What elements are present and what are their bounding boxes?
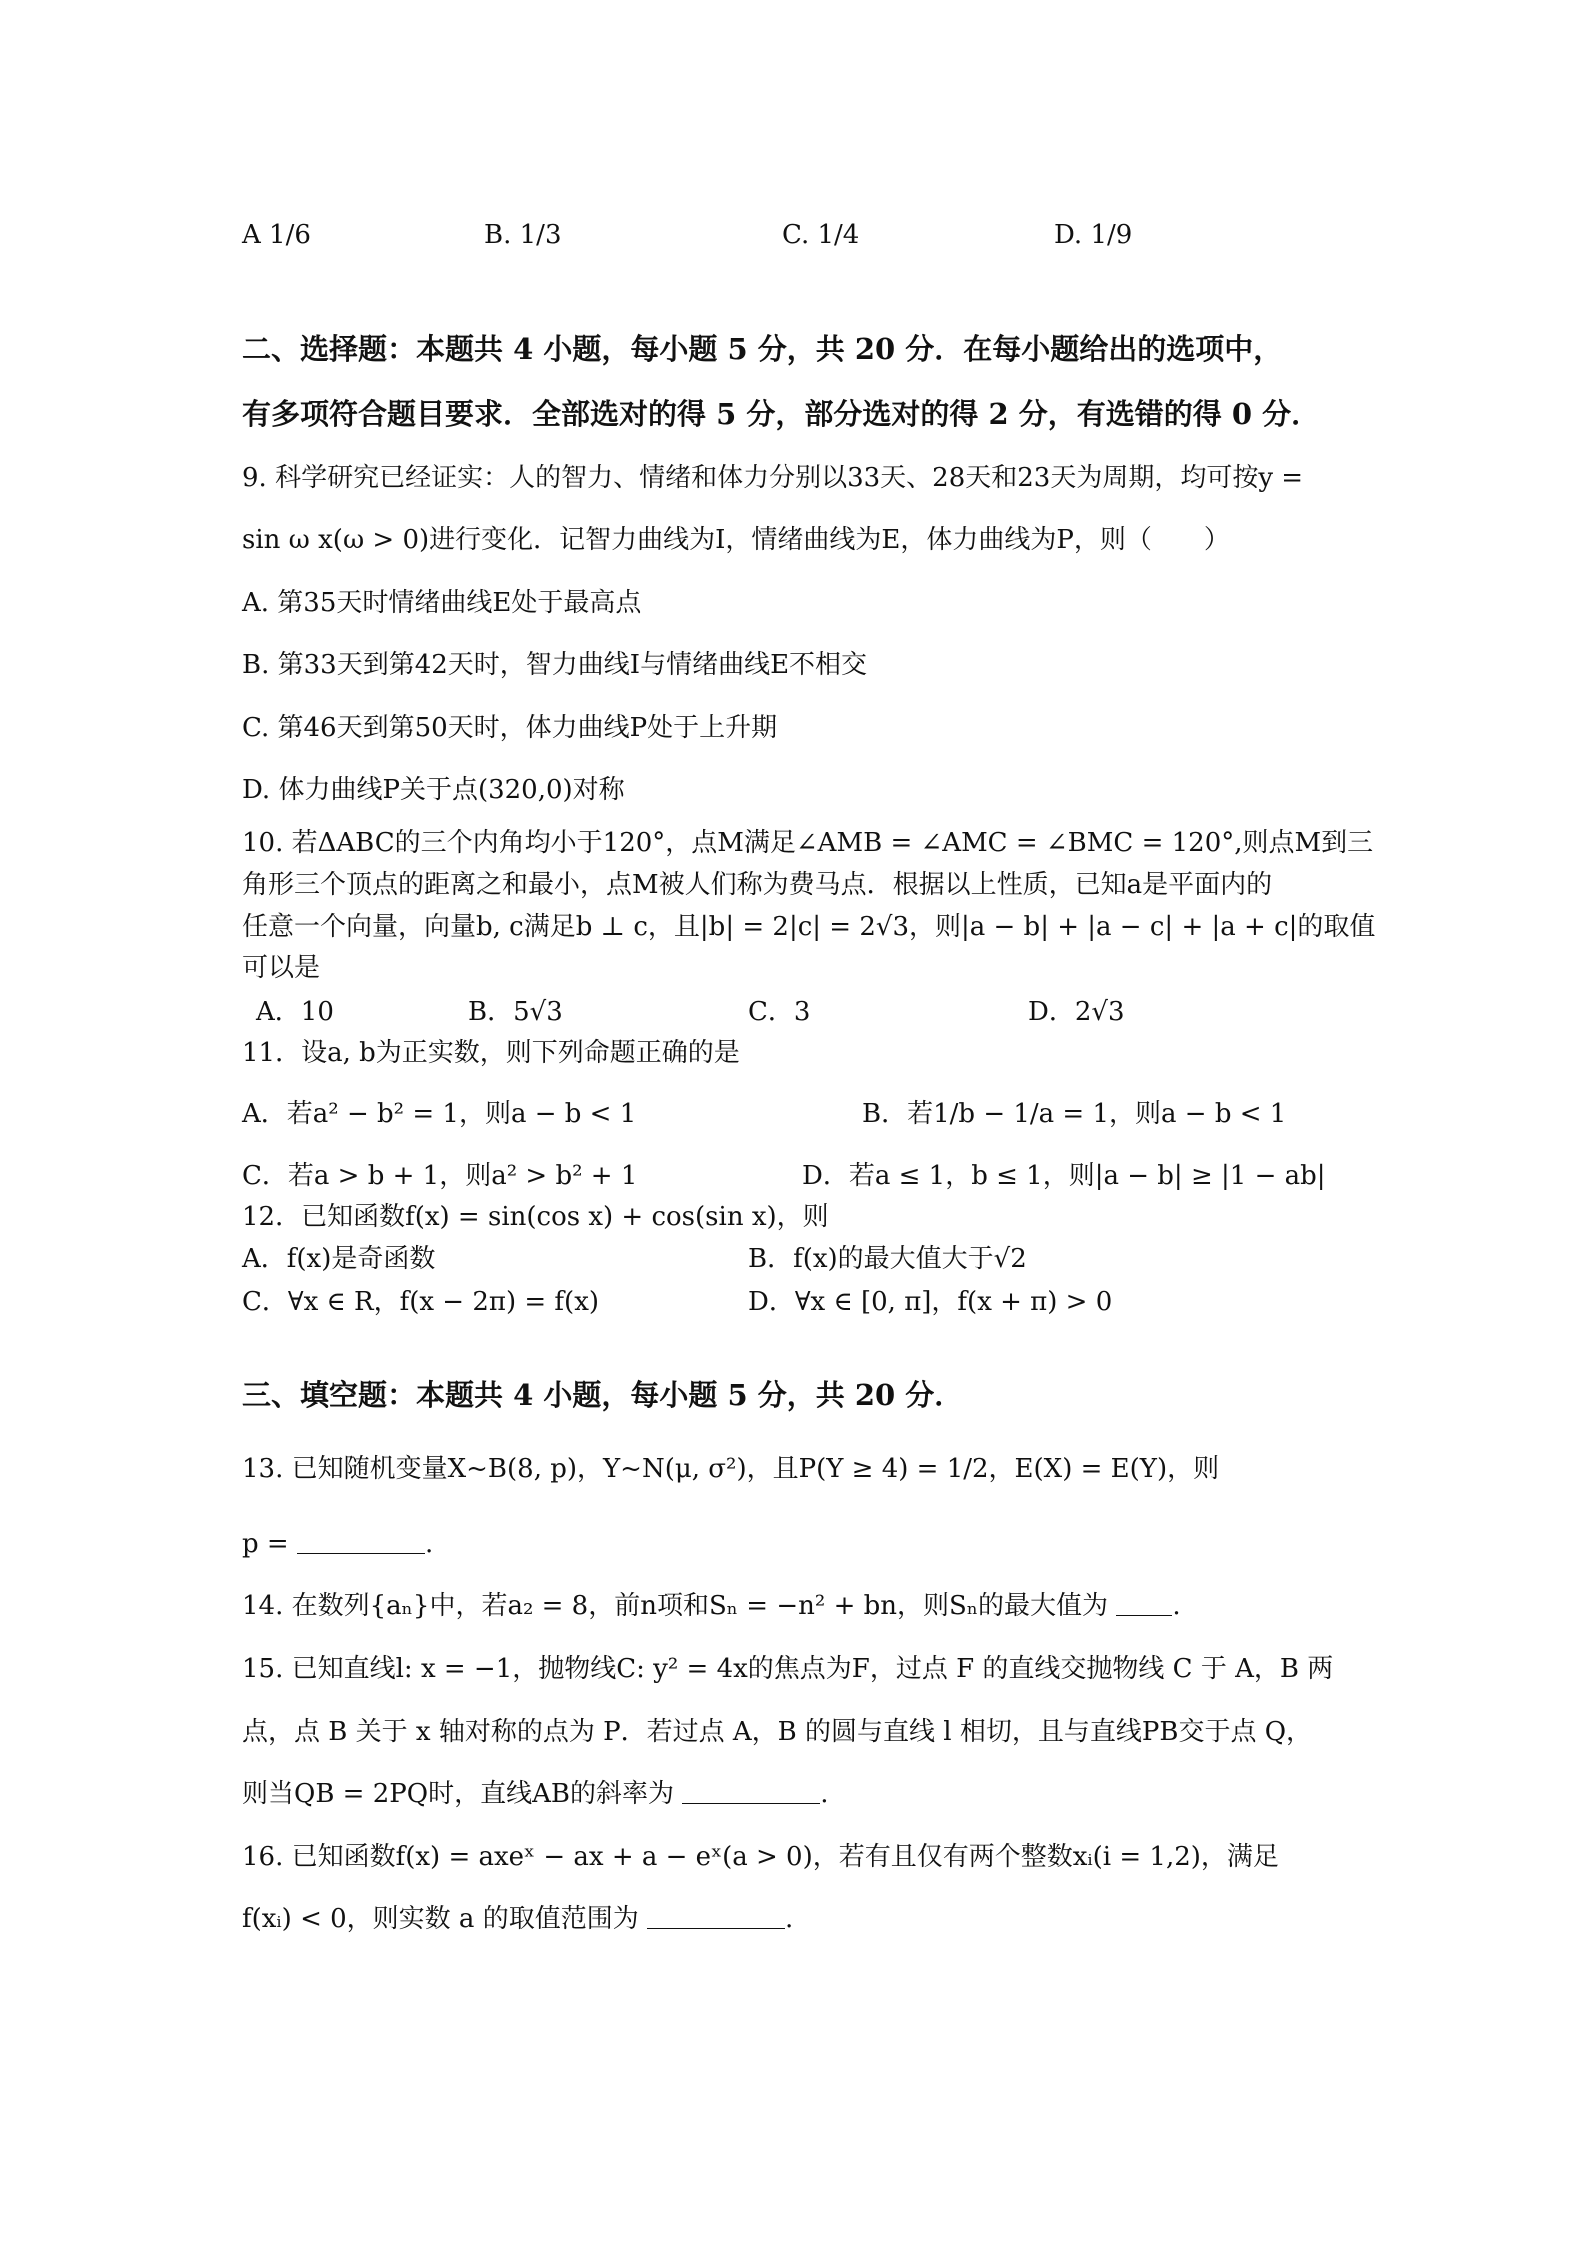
q13-stem-line1: 13. 已知随机变量X~B(8, p)，Y~N(μ, σ²)，且P(Y ≥ 4) = 1/2，E(X) = E(Y)，则 [242, 1454, 1220, 1484]
q10-option-d: D．2√3 [1028, 997, 1125, 1027]
q10-option-c: C．3 [748, 997, 811, 1027]
section2-heading-line1: 二、选择题：本题共 4 小题，每小题 5 分，共 20 分．在每小题给出的选项中， [242, 332, 1283, 366]
section2-heading-line2: 有多项符合题目要求．全部选对的得 5 分，部分选对的得 2 分，有选错的得 0 分． [242, 397, 1321, 431]
q15-stem-line3-wrap: 则当QB = 2PQ时，直线AB的斜率为 . [242, 1779, 829, 1809]
q15-stem-line1: 15. 已知直线l: x = −1，抛物线C: y² = 4x的焦点为F，过点 F 的直线交抛物线 C 于 A，B 两 [242, 1654, 1334, 1684]
q13-answer-line: p = . [242, 1529, 434, 1559]
q12-option-a: A．f(x)是奇函数 [242, 1244, 436, 1274]
q8-option-a: A 1/6 [242, 220, 311, 250]
q12-option-d: D．∀x ∈ [0, π]，f(x + π) > 0 [748, 1287, 1113, 1317]
q15-answer-blank[interactable] [682, 1777, 820, 1804]
q16-stem-line2-wrap: f(xᵢ) < 0，则实数 a 的取值范围为 . [242, 1904, 794, 1934]
q14-stem-line: 14. 在数列{aₙ}中，若a₂ = 8，前n项和Sₙ = −n² + bn，则Sₙ的最大值为 . [242, 1591, 1181, 1621]
q9-option-b: B. 第33天到第42天时，智力曲线I与情绪曲线E不相交 [242, 650, 868, 680]
q15-stem-line2: 点，点 B 关于 x 轴对称的点为 P．若过点 A，B 的圆与直线 l 相切，且与直线PB交于点 Q， [242, 1717, 1313, 1747]
q10-stem-line2: 角形三个顶点的距离之和最小，点M被人们称为费马点．根据以上性质，已知a是平面内的 [242, 870, 1273, 900]
q10-option-b: B．5√3 [468, 997, 563, 1027]
q16-stem-line2: f(xᵢ) < 0，则实数 a 的取值范围为 [242, 1904, 639, 1934]
q13-answer-label: p = [242, 1529, 289, 1559]
q10-stem-line3: 任意一个向量，向量b, c满足b ⊥ c，且|b| = 2|c| = 2√3，则|a − b| + |a − c| + |a + c|的取值 [242, 912, 1376, 942]
q11-option-a: A．若a² − b² = 1，则a − b < 1 [242, 1099, 637, 1129]
section3-heading: 三、填空题：本题共 4 小题，每小题 5 分，共 20 分． [242, 1378, 964, 1412]
q14-stem: 14. 在数列{aₙ}中，若a₂ = 8，前n项和Sₙ = −n² + bn，则Sₙ的最大值为 [242, 1591, 1109, 1621]
q8-option-b: B. 1/3 [484, 220, 562, 250]
q9-stem-line1: 9. 科学研究已经证实：人的智力、情绪和体力分别以33天、28天和23天为周期，均可按y = [242, 463, 1304, 493]
q9-option-a: A. 第35天时情绪曲线E处于最高点 [242, 588, 642, 618]
q8-option-c: C. 1/4 [782, 220, 860, 250]
q12-stem: 12．已知函数f(x) = sin(cos x) + cos(sin x)，则 [242, 1202, 829, 1232]
q10-stem-line1: 10. 若ΔABC的三个内角均小于120°，点M满足∠AMB = ∠AMC = ∠BMC = 120°,则点M到三 [242, 828, 1374, 858]
q14-answer-blank[interactable] [1116, 1589, 1172, 1616]
q13-answer-blank[interactable] [297, 1527, 425, 1554]
q10-option-a: A．10 [256, 997, 334, 1027]
q9-option-d: D. 体力曲线P关于点(320,0)对称 [242, 775, 625, 805]
q12-option-c: C．∀x ∈ R，f(x − 2π) = f(x) [242, 1287, 600, 1317]
q12-option-b: B．f(x)的最大值大于√2 [748, 1244, 1027, 1274]
q15-stem-line3: 则当QB = 2PQ时，直线AB的斜率为 [242, 1779, 674, 1809]
q11-option-c: C．若a > b + 1，则a² > b² + 1 [242, 1161, 638, 1191]
q10-stem-line4: 可以是 [242, 953, 321, 983]
q11-option-d: D．若a ≤ 1，b ≤ 1，则|a − b| ≥ |1 − ab| [802, 1161, 1326, 1191]
q8-option-d: D. 1/9 [1054, 220, 1133, 250]
q11-option-b: B．若1/b − 1/a = 1，则a − b < 1 [862, 1099, 1287, 1129]
q16-answer-blank[interactable] [647, 1902, 785, 1929]
q9-option-c: C. 第46天到第50天时，体力曲线P处于上升期 [242, 713, 778, 743]
q9-stem-line2: sin ω x(ω > 0)进行变化．记智力曲线为I，情绪曲线为E，体力曲线为P，则（ ） [242, 525, 1230, 555]
q16-stem-line1: 16. 已知函数f(x) = axeˣ − ax + a − eˣ(a > 0)，若有且仅有两个整数xᵢ(i = 1,2)，满足 [242, 1842, 1279, 1872]
q11-stem: 11．设a, b为正实数，则下列命题正确的是 [242, 1038, 740, 1068]
